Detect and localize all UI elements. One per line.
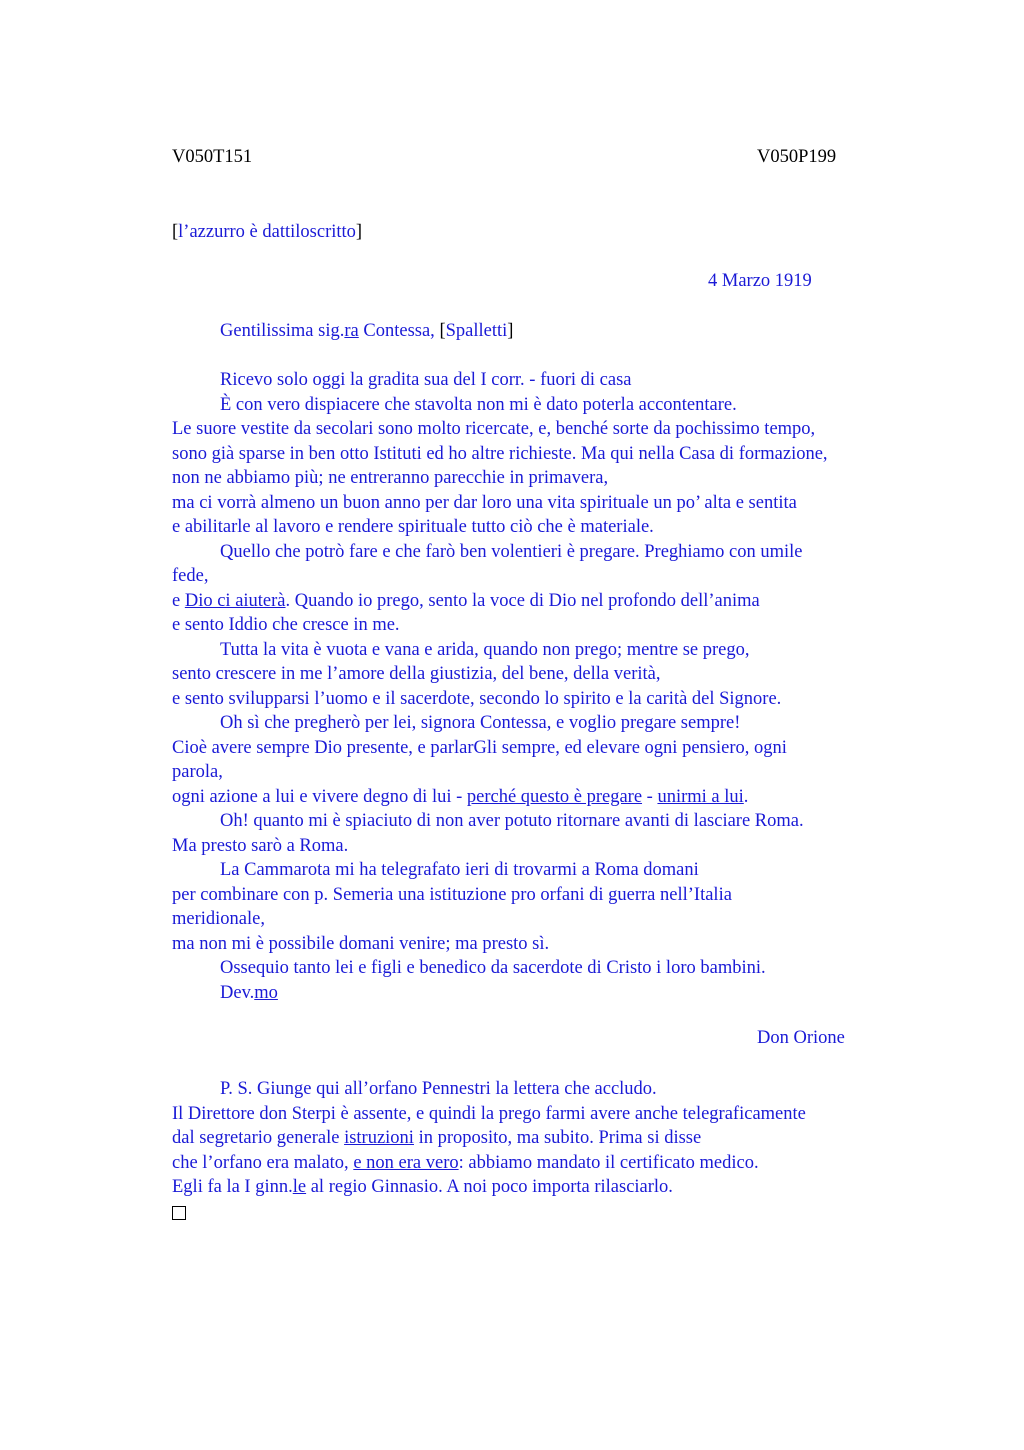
recipient-name: Spalletti bbox=[445, 321, 508, 341]
body-line: La Cammarota mi ha telegrafato ieri di trovarmi a Roma domani bbox=[220, 860, 699, 880]
ps-text: che l’orfano era malato, bbox=[172, 1152, 354, 1173]
note-bracket-close: ] bbox=[355, 222, 363, 242]
ps-line: Il Direttore don Sterpi è assente, e quindi la prego farmi avere anche telegraficamente bbox=[172, 1103, 806, 1124]
ps-text: dal segretario generale bbox=[172, 1128, 345, 1148]
body-text: ogni azione a lui e vivere degno di lui - bbox=[172, 786, 467, 807]
body-line: Cioè avere sempre Dio presente, e parlarGli sempre, ed elevare ogni pensiero, ogni bbox=[172, 737, 787, 758]
salutation-text: Contessa, bbox=[358, 321, 440, 341]
body-text: - bbox=[642, 786, 658, 807]
ps-text: : abbiamo mandato il certificato medico. bbox=[458, 1152, 759, 1173]
reference-code-left: V050T151 bbox=[172, 147, 253, 167]
body-line: per combinare con p. Semeria una istituzione pro orfani di guerra nell’Italia bbox=[172, 884, 732, 905]
body-underlined: Dio ci aiuterà bbox=[184, 590, 286, 611]
ps-text: Egli fa la I ginn. bbox=[172, 1177, 293, 1197]
body-line: e sento svilupparsi l’uomo e il sacerdote, secondo lo spirito e la carità del Signore. bbox=[172, 688, 782, 709]
closing-underlined: mo bbox=[254, 982, 278, 1003]
closing-text: Dev. bbox=[220, 982, 255, 1003]
typescript-note bbox=[172, 222, 362, 243]
ps-underlined: le bbox=[292, 1177, 307, 1197]
ps-underlined: e non era vero bbox=[353, 1152, 459, 1173]
body-line: sono già sparse in ben otto Istituti ed ho altre richieste. Ma qui nella Casa di formazione, bbox=[172, 443, 828, 464]
salutation-bracket: [ bbox=[439, 321, 446, 341]
body-line: Ricevo solo oggi la gradita sua del I corr. - fuori di casa bbox=[220, 370, 632, 390]
letter-body bbox=[172, 319, 912, 1005]
end-box-icon bbox=[172, 1206, 186, 1220]
ps-underlined: istruzioni bbox=[344, 1128, 414, 1148]
ps-text: al regio Ginnasio. A noi poco importa rilasciarlo. bbox=[306, 1177, 673, 1197]
letter-date: 4 Marzo 1919 bbox=[708, 271, 812, 291]
salutation-underlined: ra bbox=[344, 321, 359, 341]
body-line: sento crescere in me l’amore della giustizia, del bene, della verità, bbox=[172, 664, 661, 684]
ps-line bbox=[172, 1175, 912, 1200]
body-line: fede, bbox=[172, 566, 209, 586]
body-line bbox=[172, 589, 912, 614]
ps-line bbox=[172, 1151, 912, 1176]
body-line: Ossequio tanto lei e figli e benedico da sacerdote di Cristo i loro bambini. bbox=[220, 958, 766, 978]
body-text: . bbox=[743, 786, 749, 807]
reference-code-right: V050P199 bbox=[757, 147, 837, 167]
note-bracket-open: [ bbox=[172, 222, 179, 242]
ps-text: in proposito, ma subito. Prima si disse bbox=[413, 1128, 702, 1148]
body-line: ma non mi è possibile domani venire; ma presto sì. bbox=[172, 933, 550, 954]
note-text: l’azzurro è dattiloscritto bbox=[178, 222, 356, 242]
body-line bbox=[172, 785, 912, 810]
body-line: È con vero dispiacere che stavolta non mi è dato poterla accontentare. bbox=[220, 394, 737, 415]
body-line: meridionale, bbox=[172, 909, 265, 929]
salutation bbox=[172, 319, 912, 344]
body-line: Quello che potrò fare e che farò ben volentieri è pregare. Preghiamo con umile bbox=[220, 541, 803, 562]
closing bbox=[172, 981, 912, 1006]
body-underlined: unirmi a lui bbox=[657, 786, 744, 807]
postscript bbox=[172, 1077, 912, 1227]
body-line: e sento Iddio che cresce in me. bbox=[172, 615, 400, 635]
body-line: parola, bbox=[172, 762, 223, 782]
body-text: e bbox=[172, 590, 185, 611]
body-line: Oh! quanto mi è spiaciuto di non aver potuto ritornare avanti di lasciare Roma. bbox=[220, 811, 804, 831]
ps-line bbox=[172, 1126, 912, 1151]
ps-line: P. S. Giunge qui all’orfano Pennestri la lettera che accludo. bbox=[220, 1079, 657, 1099]
body-line: Ma presto sarò a Roma. bbox=[172, 835, 349, 856]
salutation-bracket: ] bbox=[507, 321, 514, 341]
signature: Don Orione bbox=[757, 1028, 845, 1048]
body-line: Le suore vestite da secolari sono molto ricercate, e, benché sorte da pochissimo tempo, bbox=[172, 419, 816, 439]
body-underlined: perché questo è pregare bbox=[466, 786, 643, 807]
body-line: e abilitarle al lavoro e rendere spirituale tutto ciò che è materiale. bbox=[172, 517, 654, 537]
body-line: Oh sì che pregherò per lei, signora Contessa, e voglio pregare sempre! bbox=[220, 713, 741, 733]
body-line: ma ci vorrà almeno un buon anno per dar loro una vita spirituale un po’ alta e sentita bbox=[172, 492, 797, 513]
body-line: non ne abbiamo più; ne entreranno parecchie in primavera, bbox=[172, 468, 609, 488]
salutation-text: Gentilissima sig. bbox=[220, 321, 345, 341]
body-line: Tutta la vita è vuota e vana e arida, quando non prego; mentre se prego, bbox=[220, 639, 750, 660]
body-text: . Quando io prego, sento la voce di Dio nel profondo dell’anima bbox=[285, 590, 760, 611]
